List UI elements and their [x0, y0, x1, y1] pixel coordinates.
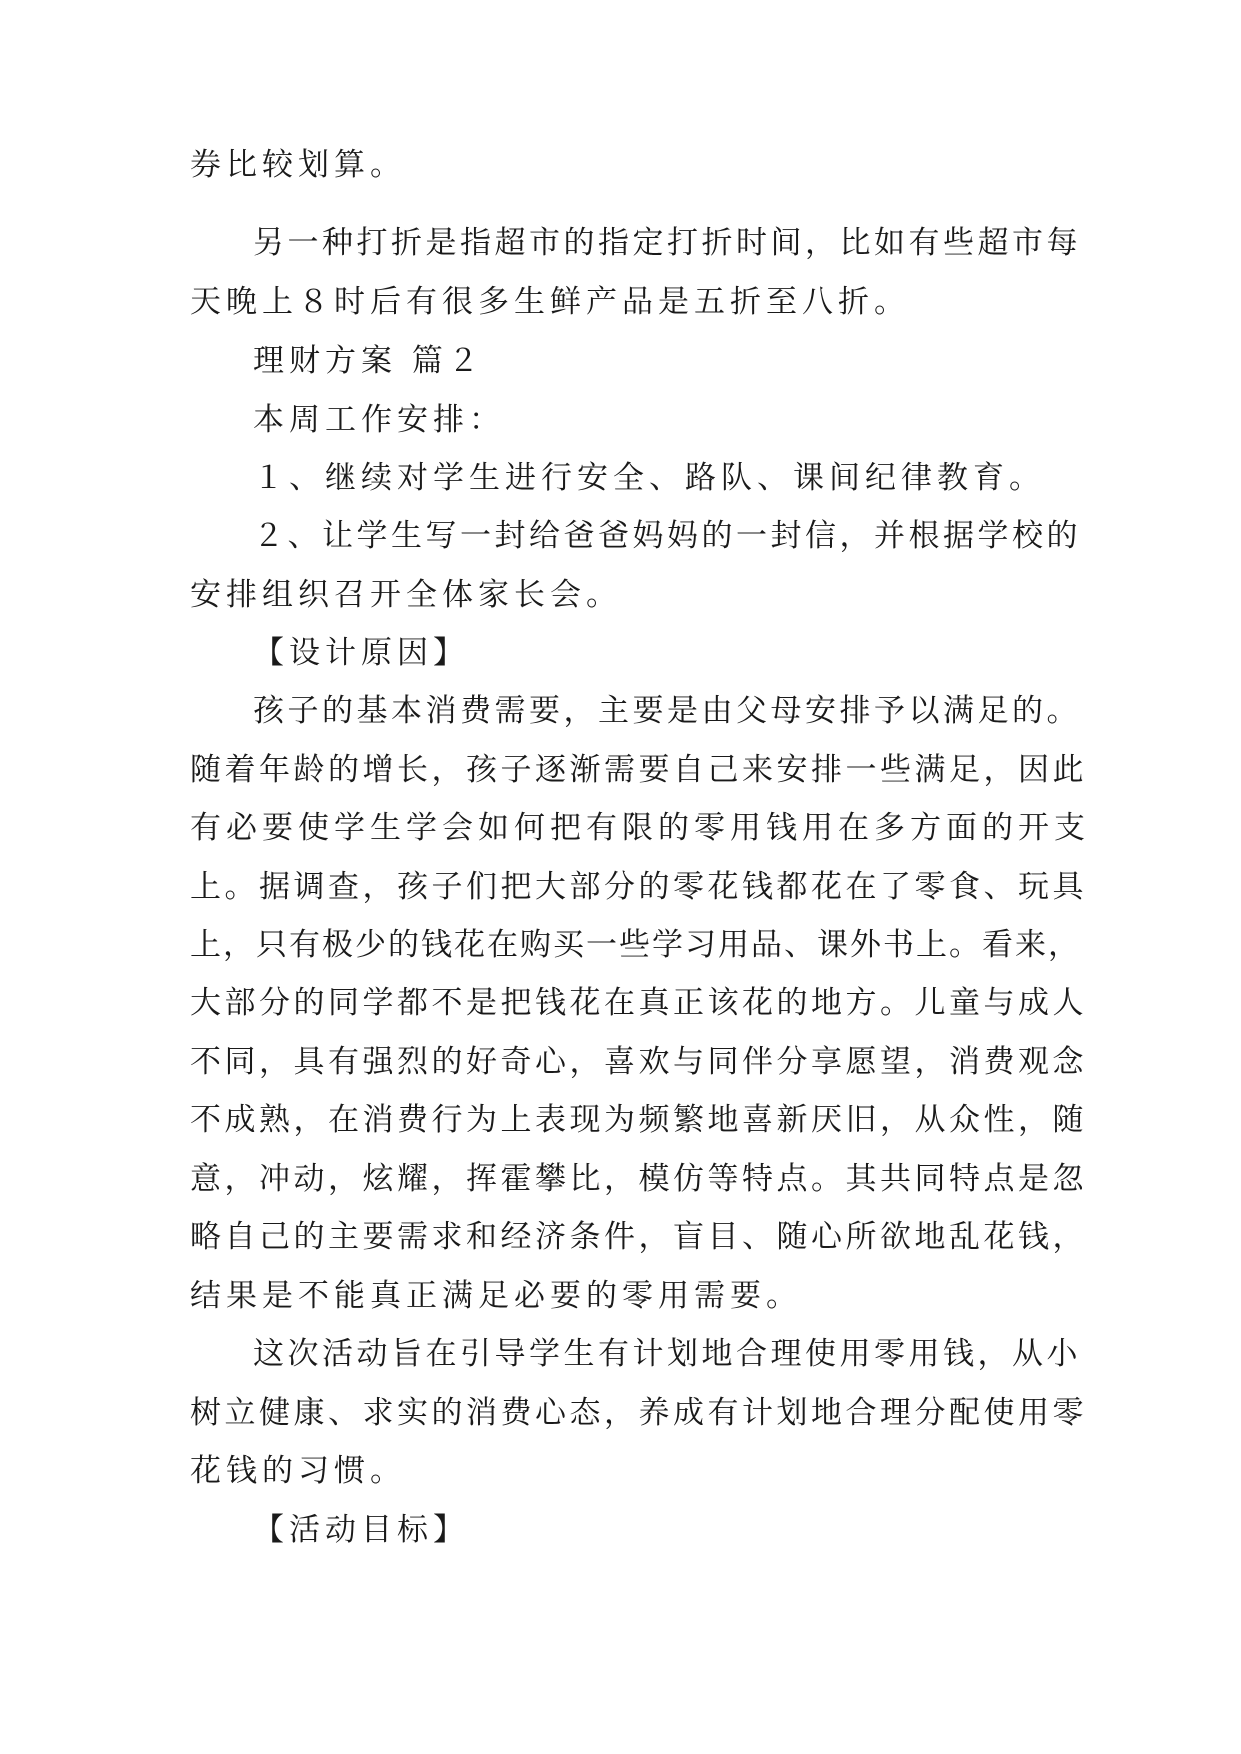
- text-line: 上。据调查，孩子们把大部分的零花钱都花在了零食、玩具: [190, 869, 1087, 905]
- section-heading: 【设计原因】: [253, 635, 469, 671]
- text-line: 树立健康、求实的消费心态，养成有计划地合理分配使用零: [190, 1395, 1087, 1431]
- text-line: 安排组织召开全体家长会。: [190, 577, 622, 613]
- text-line: 意，冲动，炫耀，挥霍攀比，模仿等特点。其共同特点是忽: [190, 1161, 1087, 1197]
- list-item: ２、让学生写一封给爸爸妈妈的一封信，并根据学校的: [253, 518, 1081, 554]
- text-line: 随着年龄的增长，孩子逐渐需要自己来安排一些满足，因此: [190, 752, 1087, 788]
- text-line: 天晚上８时后有很多生鲜产品是五折至八折。: [190, 284, 910, 320]
- text-line: 另一种打折是指超市的指定打折时间，比如有些超市每: [253, 225, 1081, 261]
- text-line: 不成熟，在消费行为上表现为频繁地喜新厌旧，从众性，随: [190, 1102, 1087, 1138]
- text-line: 不同，具有强烈的好奇心，喜欢与同伴分享愿望，消费观念: [190, 1044, 1087, 1080]
- text-line: 有必要使学生学会如何把有限的零用钱用在多方面的开支: [190, 810, 1090, 846]
- section-heading: 【活动目标】: [253, 1512, 469, 1548]
- text-line: 本周工作安排：: [253, 402, 505, 438]
- text-line: 这次活动旨在引导学生有计划地合理使用零用钱，从小: [253, 1336, 1081, 1372]
- list-item: １、继续对学生进行安全、路队、课间纪律教育。: [253, 460, 1045, 496]
- text-line: 略自己的主要需求和经济条件，盲目、随心所欲地乱花钱，: [190, 1219, 1087, 1255]
- text-line: 花钱的习惯。: [190, 1453, 406, 1489]
- text-line: 结果是不能真正满足必要的零用需要。: [190, 1278, 802, 1314]
- text-line: 券比较划算。: [190, 147, 406, 183]
- text-line: 大部分的同学都不是把钱花在真正该花的地方。儿童与成人: [190, 985, 1087, 1021]
- text-line: 上，只有极少的钱花在购买一些学习用品、课外书上。看来，: [190, 927, 1081, 963]
- section-heading: 理财方案 篇２: [253, 343, 484, 379]
- text-line: 孩子的基本消费需要，主要是由父母安排予以满足的。: [253, 693, 1081, 729]
